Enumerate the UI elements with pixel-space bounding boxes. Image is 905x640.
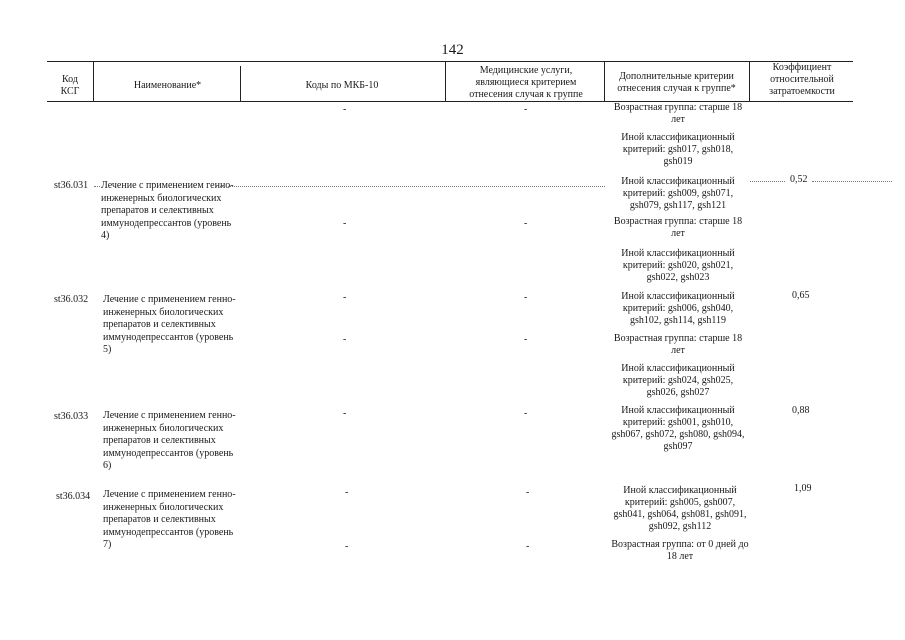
scan-artifact-line — [812, 181, 892, 182]
header-divider — [240, 66, 241, 101]
header-code: Код КСГ — [60, 74, 80, 97]
services-dash: - — [524, 218, 528, 229]
criterion-classification: Иной классификационный критерий: gsh006, gsh040, gsh102, gsh114, gsh119 — [621, 291, 735, 326]
services-dash: - — [524, 408, 528, 419]
mkb-dash: - — [343, 218, 347, 229]
criterion-classification: Иной классификационный критерий: gsh001, gsh010, gsh067, gsh072, gsh080, gsh094, gsh097 — [611, 405, 745, 452]
ksg-name: Лечение с применением генно-инженерных биологических препаратов и селективных иммунодепрессантов (уровень 5) — [103, 294, 236, 355]
criterion-classification: Иной классификационный критерий: gsh009, gsh071, gsh079, gsh117, gsh121 — [621, 176, 735, 211]
header-name: Наименование* — [133, 80, 202, 91]
criterion-age: Возрастная группа: старше 18 лет — [613, 333, 743, 356]
services-dash: - — [526, 487, 530, 498]
criterion-classification: Иной классификационный критерий: gsh020, gsh021, gsh022, gsh023 — [621, 248, 735, 283]
header-divider — [93, 61, 94, 101]
services-dash: - — [526, 541, 530, 552]
ksg-name: Лечение с применением генно-инженерных биологических препаратов и селективных иммунодепрессантов (уровень 4) — [101, 180, 234, 241]
ksg-code: st36.034 — [56, 491, 91, 502]
header-mkb: Коды по МКБ-10 — [305, 80, 379, 91]
mkb-dash: - — [345, 541, 349, 552]
criterion-classification: Иной классификационный критерий: gsh005, gsh007, gsh041, gsh064, gsh081, gsh091, gsh092, gsh112 — [613, 485, 747, 532]
mkb-dash: - — [345, 487, 349, 498]
page-number: 142 — [441, 42, 464, 58]
header-top-rule — [47, 61, 853, 62]
header-coefficient: Коэффициент относительной затратоемкости — [769, 62, 835, 97]
mkb-dash: - — [343, 408, 347, 419]
ksg-code: st36.032 — [54, 294, 89, 305]
scan-artifact-line — [94, 186, 100, 187]
services-dash: - — [524, 292, 528, 303]
ksg-code: st36.031 — [54, 180, 89, 191]
mkb-dash: - — [343, 104, 347, 115]
ksg-name: Лечение с применением генно-инженерных биологических препаратов и селективных иммунодепрессантов (уровень 7) — [103, 489, 236, 550]
criterion-age: Возрастная группа: от 0 дней до 18 лет — [611, 539, 749, 562]
header-services: Медицинские услуги, являющиеся критерием отнесения случая к группе — [469, 65, 583, 100]
coefficient-value: 0,88 — [792, 405, 810, 416]
criterion-classification: Иной классификационный критерий: gsh017, gsh018, gsh019 — [621, 132, 735, 167]
criterion-classification: Иной классификационный критерий: gsh024, gsh025, gsh026, gsh027 — [621, 363, 735, 398]
ksg-name: Лечение с применением генно-инженерных биологических препаратов и селективных иммунодепрессантов (уровень 6) — [103, 410, 236, 471]
coefficient-value: 0,52 — [790, 174, 808, 185]
criterion-age: Возрастная группа: старше 18 лет — [613, 216, 743, 239]
header-divider — [604, 61, 605, 101]
scan-artifact-line — [215, 186, 605, 187]
header-criteria: Дополнительные критерии отнесения случая к группе* — [617, 71, 736, 94]
mkb-dash: - — [343, 334, 347, 345]
header-divider — [749, 61, 750, 101]
criterion-age: Возрастная группа: старше 18 лет — [613, 102, 743, 125]
services-dash: - — [524, 104, 528, 115]
services-dash: - — [524, 334, 528, 345]
mkb-dash: - — [343, 292, 347, 303]
header-divider — [445, 61, 446, 101]
coefficient-value: 1,09 — [794, 483, 812, 494]
ksg-code: st36.033 — [54, 411, 89, 422]
scan-artifact-line — [750, 181, 785, 182]
coefficient-value: 0,65 — [792, 290, 810, 301]
